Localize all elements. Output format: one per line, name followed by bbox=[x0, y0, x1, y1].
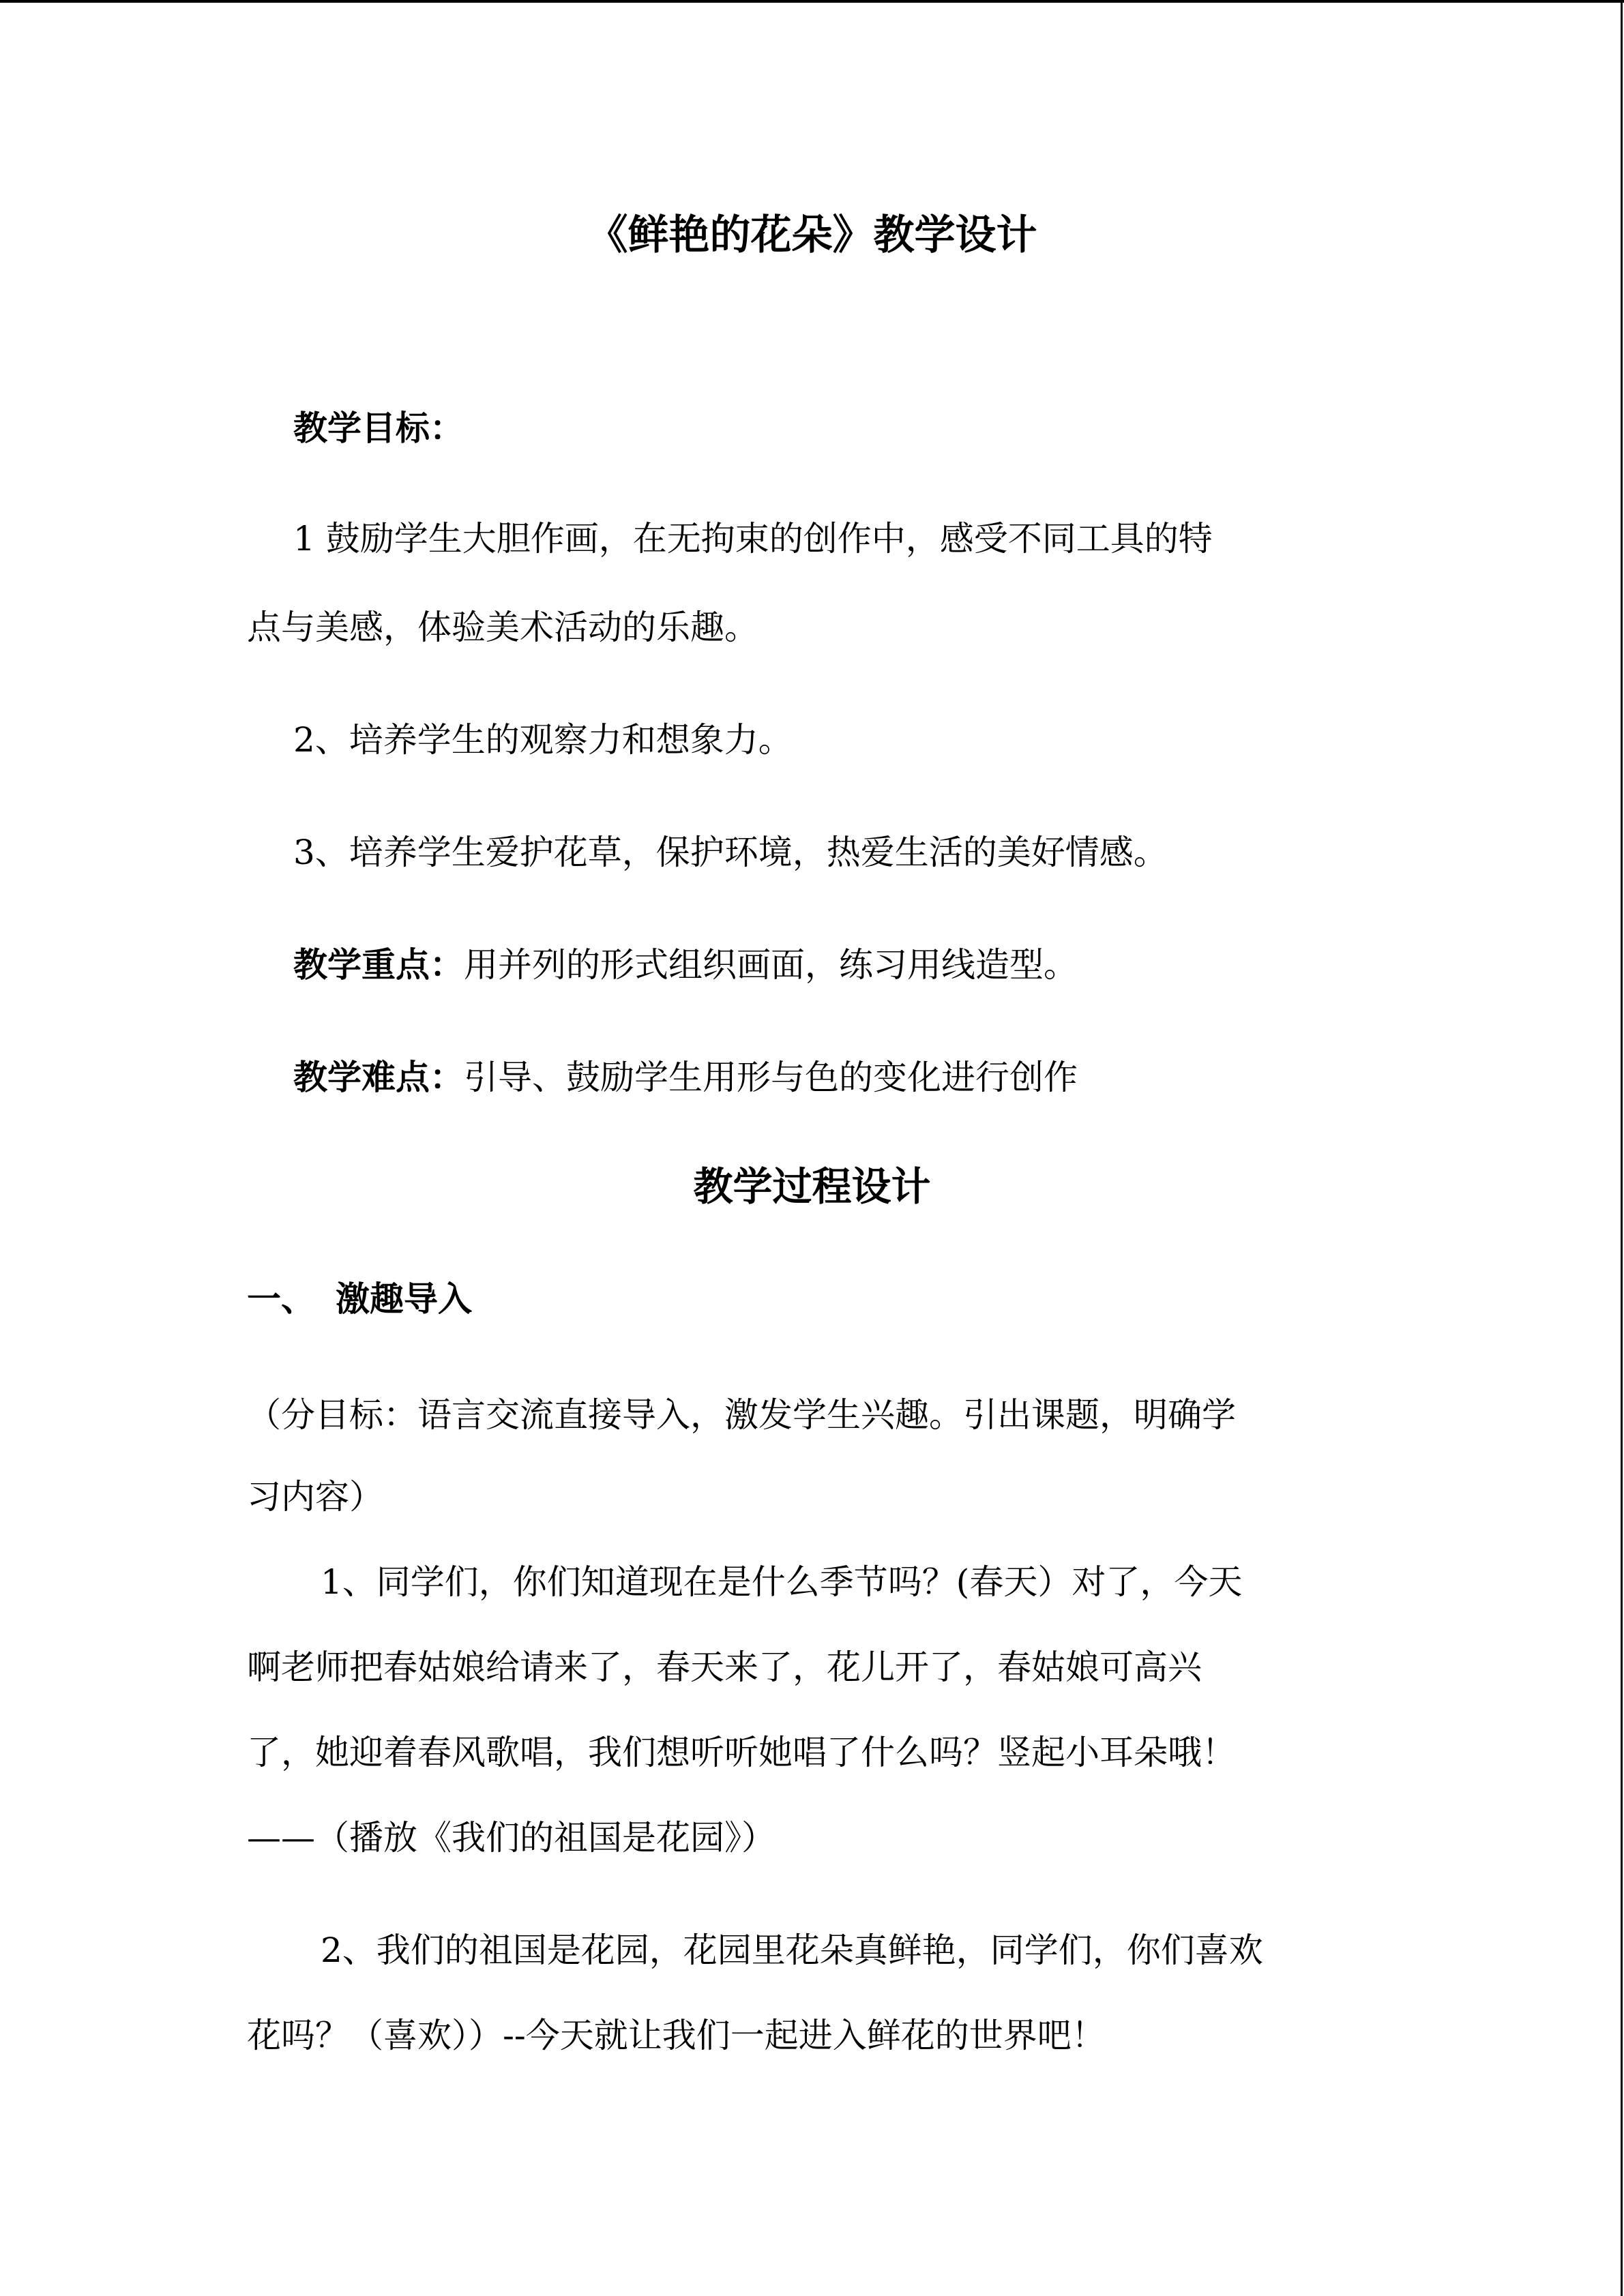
para-1-line-3: 了，她迎着春风歌唱，我们想听听她唱了什么吗？竖起小耳朵哦！ bbox=[247, 1733, 1236, 1772]
para-1-line-1: 1、同学们，你们知道现在是什么季节吗？(春天）对了，今天 bbox=[321, 1562, 1243, 1602]
section-1-number: 一、 bbox=[247, 1279, 315, 1319]
difficulty-label: 教学难点： bbox=[293, 1058, 464, 1097]
objectives-label: 教学目标： bbox=[293, 408, 464, 448]
section-1-heading bbox=[247, 1279, 472, 1320]
para-1-line-2: 啊老师把春姑娘给请来了，春天来了，花儿开了，春姑娘可高兴 bbox=[247, 1648, 1202, 1687]
document-title: 《鲜艳的花朵》教学设计 bbox=[587, 211, 1037, 259]
sub-goal-line-1: （分目标：语言交流直接导入，激发学生兴趣。引出课题，明确学 bbox=[247, 1395, 1236, 1435]
objective-3: 3、培养学生爱护花草，保护环境，热爱生活的美好情感。 bbox=[293, 833, 1168, 872]
sub-goal-line-2: 习内容） bbox=[247, 1477, 383, 1517]
para-2-line-1: 2、我们的祖国是花园，花园里花朵真鲜艳，同学们，你们喜欢 bbox=[321, 1930, 1263, 1970]
para-1-line-4: ——（播放《我们的祖国是花园》） bbox=[247, 1818, 776, 1858]
objective-1-line-1: 1 鼓励学生大胆作画，在无拘束的创作中，感受不同工具的特 bbox=[293, 519, 1213, 558]
section-1-title: 激趣导入 bbox=[336, 1279, 472, 1319]
key-point bbox=[293, 944, 1078, 985]
objective-1-line-2: 点与美感，体验美术活动的乐趣。 bbox=[247, 608, 758, 647]
page-top-border bbox=[0, 0, 1624, 3]
page-right-border bbox=[1621, 0, 1623, 2296]
process-title: 教学过程设计 bbox=[693, 1163, 931, 1210]
key-point-text: 用并列的形式组织画面，练习用线造型。 bbox=[464, 945, 1078, 985]
difficulty bbox=[293, 1057, 1078, 1098]
para-2-line-2: 花吗？（喜欢））--今天就让我们一起进入鲜花的世界吧！ bbox=[247, 2016, 1106, 2055]
difficulty-text: 引导、鼓励学生用形与色的变化进行创作 bbox=[464, 1058, 1078, 1097]
key-point-label: 教学重点： bbox=[293, 945, 464, 985]
objective-2: 2、培养学生的观察力和想象力。 bbox=[293, 720, 793, 760]
